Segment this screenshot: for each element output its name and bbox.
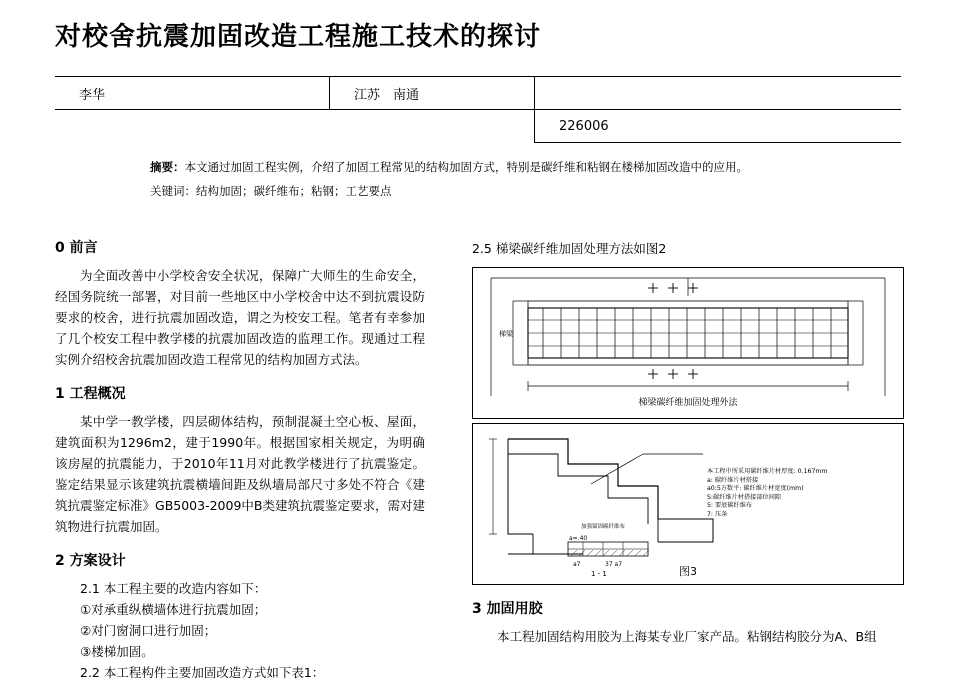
figure-3-caption: 图3 [679,565,697,578]
legend-line: a: 碳纤维片材搭接 [707,476,759,484]
left-column [55,238,425,683]
paragraph: ①对承重纵横墙体进行抗震加固； [80,602,267,617]
author-name-cell: 李华 [55,77,330,110]
figure-2-caption: 梯梁碳纤维加固处理外法 [638,398,738,408]
section-heading-project-overview: 1 工程概况 [55,386,126,402]
section-heading-scheme-design: 2 方案设计 [55,553,126,569]
legend-line: 本工程中所采用碳纤维片材厚度: 0.167mm [707,468,828,475]
page-left-margin [0,0,10,635]
legend-line: 5: 要底碳纤维布 [707,502,753,509]
abstract-block [150,158,905,177]
keywords-label: 关键词： [150,184,196,198]
paragraph: ②对门窗洞口进行加固； [80,623,217,638]
empty-cell-mid [330,110,535,143]
paragraph: 本工程加固结构用胶为上海某专业厂家产品。粘钢结构胶分为A、B组 [497,629,877,644]
svg-text:1 - 1: 1 - 1 [591,570,607,578]
author-affiliation-cell: 江苏 南通 [330,77,535,110]
legend-line: a0:5方数平: 碳纤维片材宽度(mm) [707,485,804,492]
figure-2 [472,267,904,419]
figure-3 [472,423,904,585]
keywords-text: 结构加固；碳纤维布；粘钢；工艺要点 [196,184,392,198]
table-row [55,77,901,110]
abstract-label: 摘要： [150,160,185,174]
postal-code-cell: 226006 [535,110,902,143]
svg-text:a=.40: a=.40 [569,535,588,542]
author-extra-cell [535,77,902,110]
section-heading-adhesive: 3 加固用胶 [472,601,543,617]
paragraph: 2.2 本工程构件主要加固改造方式如下表1： [80,665,325,680]
figure-3-legend [707,468,897,519]
legend-line: 7: 压条 [707,510,728,518]
abstract-text: 本文通过加固工程实例，介绍了加固工程常见的结构加固方式，特别是碳纤维和粘钢在楼梯加固改造中的应用。 [184,160,748,174]
author-info-table [55,76,901,143]
paragraph: ③楼梯加固。 [80,644,154,659]
svg-text:加强锚固碳纤维布: 加强锚固碳纤维布 [581,524,626,530]
page-title: 对校舍抗震加固改造工程施工技术的探讨 [55,22,542,52]
svg-text:37 a7: 37 a7 [605,561,623,568]
paragraph: 2.1 本工程主要的改造内容如下： [80,581,267,596]
right-column [472,238,904,647]
legend-line: S:碳纤维片材搭接部位间隙 [707,493,782,501]
keywords-block [150,182,905,201]
paragraph: 某中学一教学楼，四层砌体结构，预制混凝土空心板、屋面，建筑面积为1296m2，建于1990年。根据国家相关规定，为明确该房屋的抗震能力，于2010年11月对此教学楼进行了抗震鉴定。鉴定结果显示该建筑抗震横墙间距及纵墙局部尺寸多处不符合《建筑抗震鉴定标准》GB5003-2009中B类建筑抗震鉴定要求，需对建筑物进行抗震加固。 [55,414,425,534]
paragraph: 为全面改善中小学校舍安全状况，保障广大师生的生命安全，经国务院统一部署，对目前一些地区中小学校舍中达不到抗震设防要求的校舍，进行抗震加固改造，谓之为校安工程。笔者有幸参加了几个校安工程中教学楼的抗震加固改造的监理工作。现通过工程实例介绍校舍抗震加固改造工程常见的结构加固方式法。 [55,268,425,367]
figure2-subheading: 2.5 梯梁碳纤维加固处理方法如图2 [472,241,667,256]
section-heading-preface: 0 前言 [55,240,98,256]
table-row [55,110,901,143]
svg-text:a7: a7 [573,561,581,568]
svg-text:梯梁: 梯梁 [499,330,513,338]
empty-cell-left [55,110,330,143]
